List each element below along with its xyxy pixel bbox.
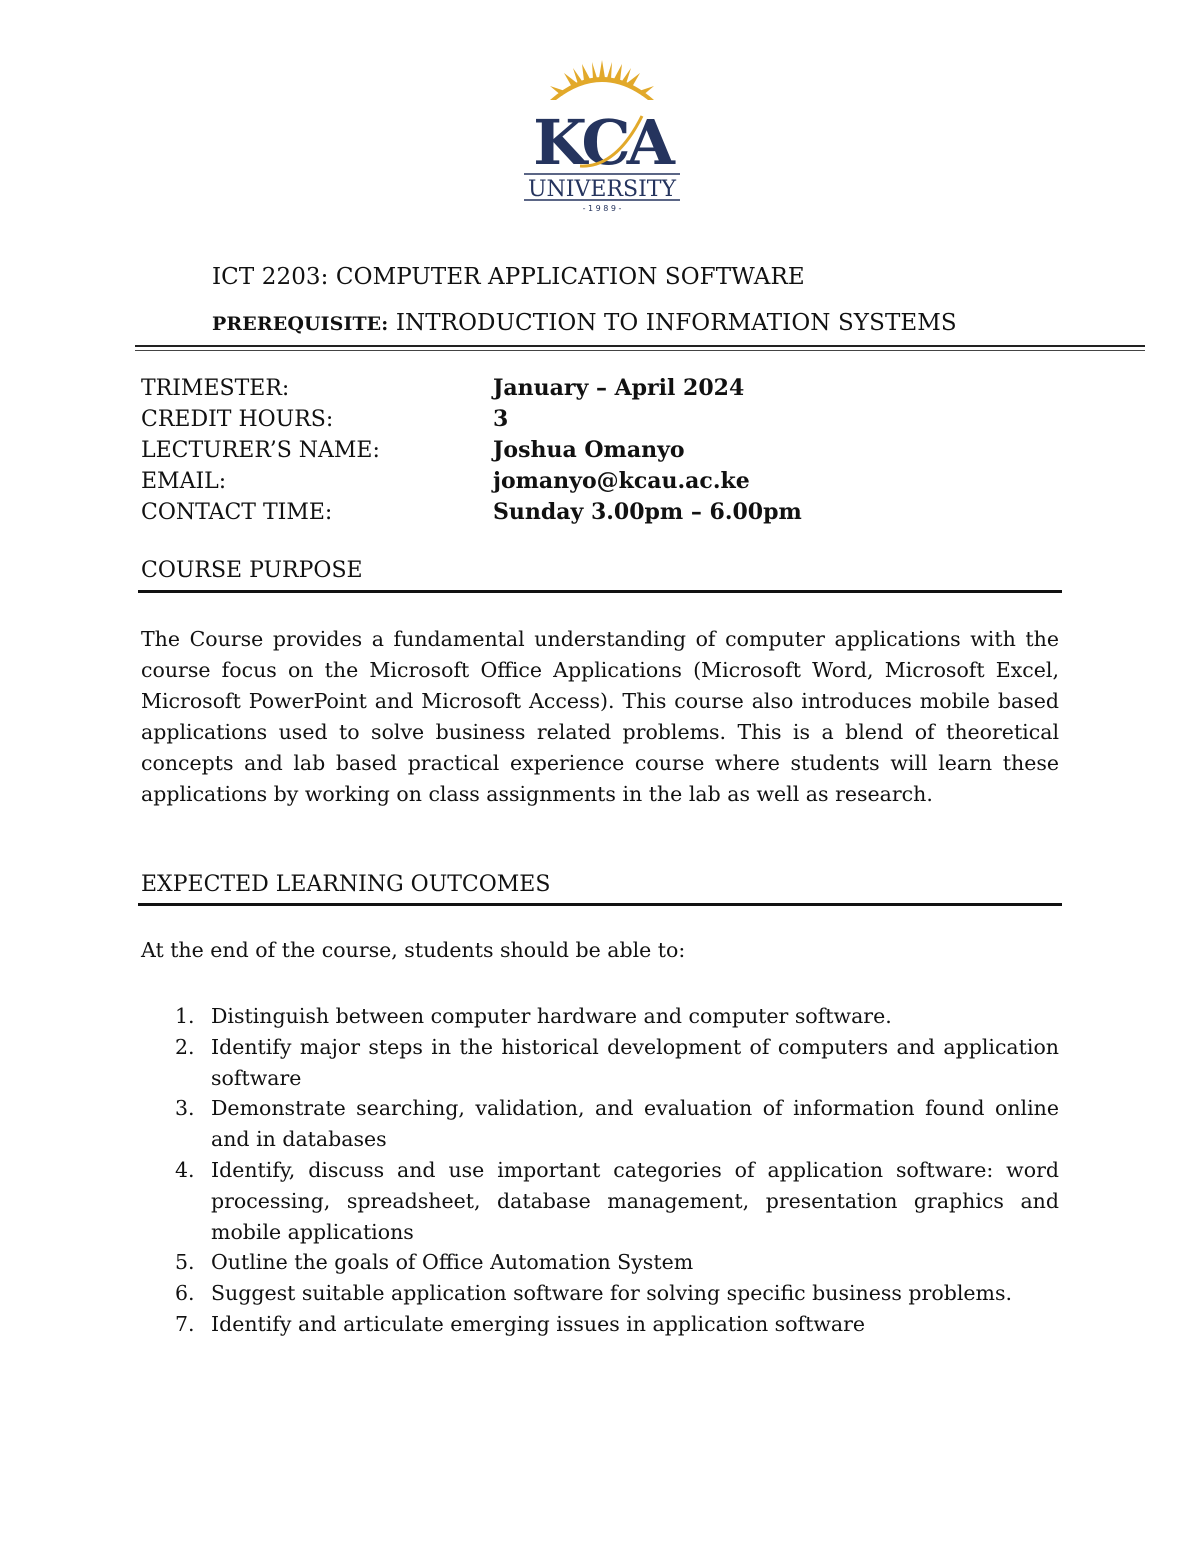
title-divider	[135, 345, 1145, 347]
list-item	[141, 1309, 1059, 1340]
list-item-number: 6.	[175, 1281, 195, 1306]
list-item	[141, 1001, 1059, 1032]
list-item	[141, 1032, 1059, 1094]
logo-year-text: - 1 9 8 9 -	[582, 204, 622, 213]
info-label: EMAIL:	[141, 469, 227, 494]
info-row-trimester	[141, 373, 802, 404]
info-row-contact-time	[141, 497, 802, 528]
list-item-text: Demonstrate searching, validation, and evaluation of information found online and in databases	[211, 1096, 1059, 1152]
info-label: TRIMESTER:	[141, 376, 290, 401]
list-item	[141, 1155, 1059, 1247]
logo-university-text: UNIVERSITY	[528, 177, 676, 202]
list-item-number: 4.	[175, 1157, 195, 1182]
info-value: 3	[493, 406, 509, 432]
list-item-text: Identify, discuss and use important categories of application software: word processing, spreadsheet, database management, presentation graphics and mobile applications	[211, 1157, 1059, 1244]
course-info-table	[141, 373, 802, 528]
list-item-text: Distinguish between computer hardware and computer software.	[211, 1004, 892, 1028]
info-row-lecturer	[141, 435, 802, 466]
title-divider-secondary	[135, 350, 1145, 351]
learning-outcomes-list	[141, 1001, 1059, 1340]
list-item	[141, 1093, 1059, 1155]
learning-outcomes-intro: At the end of the course, students should be able to:	[141, 938, 686, 962]
info-row-email	[141, 466, 802, 497]
list-item-number: 2.	[175, 1034, 195, 1059]
list-item-text: Outline the goals of Office Automation System	[211, 1250, 694, 1275]
list-item-number: 3.	[175, 1096, 195, 1121]
kca-university-logo	[520, 56, 684, 214]
list-item	[141, 1278, 1059, 1309]
sunburst-icon	[550, 60, 654, 100]
prerequisite-label: PREREQUISITE:	[212, 313, 389, 335]
list-item-text: Suggest suitable application software for solving specific business problems.	[211, 1281, 1012, 1306]
info-label: CREDIT HOURS:	[141, 407, 334, 432]
list-item	[141, 1247, 1059, 1278]
info-label: LECTURER’S NAME:	[141, 438, 380, 463]
course-purpose-rule	[138, 590, 1062, 593]
list-item-text: Identify and articulate emerging issues in application software	[211, 1311, 866, 1336]
course-purpose-text: The Course provides a fundamental understanding of computer applications with the course focus on the Microsoft Office Applications (Microsoft Word, Microsoft Excel, Microsoft PowerPoint and Microsoft Access). This course also introduces mobile based applications used to solve business related problems. This is a blend of theoretical concepts and lab based practical experience course where students will learn these applications by working on class assignments in the lab as well as research.	[141, 627, 1059, 806]
list-item-number: 1.	[175, 1004, 195, 1028]
learning-outcomes-heading: EXPECTED LEARNING OUTCOMES	[141, 872, 551, 897]
course-title: ICT 2203: COMPUTER APPLICATION SOFTWARE	[212, 264, 805, 290]
info-value: jomanyo@kcau.ac.ke	[493, 468, 750, 494]
list-item-number: 7.	[175, 1311, 195, 1336]
learning-outcomes-rule	[138, 903, 1062, 906]
list-item-text: Identify major steps in the historical development of computers and application software	[211, 1034, 1059, 1090]
course-purpose-heading: COURSE PURPOSE	[141, 558, 363, 583]
info-value: Joshua Omanyo	[493, 437, 685, 463]
prerequisite-line	[212, 310, 957, 336]
list-item-number: 5.	[175, 1250, 195, 1275]
info-label: CONTACT TIME:	[141, 500, 333, 525]
prerequisite-value: INTRODUCTION TO INFORMATION SYSTEMS	[395, 310, 957, 336]
info-row-credit-hours	[141, 404, 802, 435]
logo-kca-text: KCA	[533, 106, 671, 179]
info-value: Sunday 3.00pm – 6.00pm	[493, 499, 802, 525]
info-value: January – April 2024	[493, 375, 745, 401]
